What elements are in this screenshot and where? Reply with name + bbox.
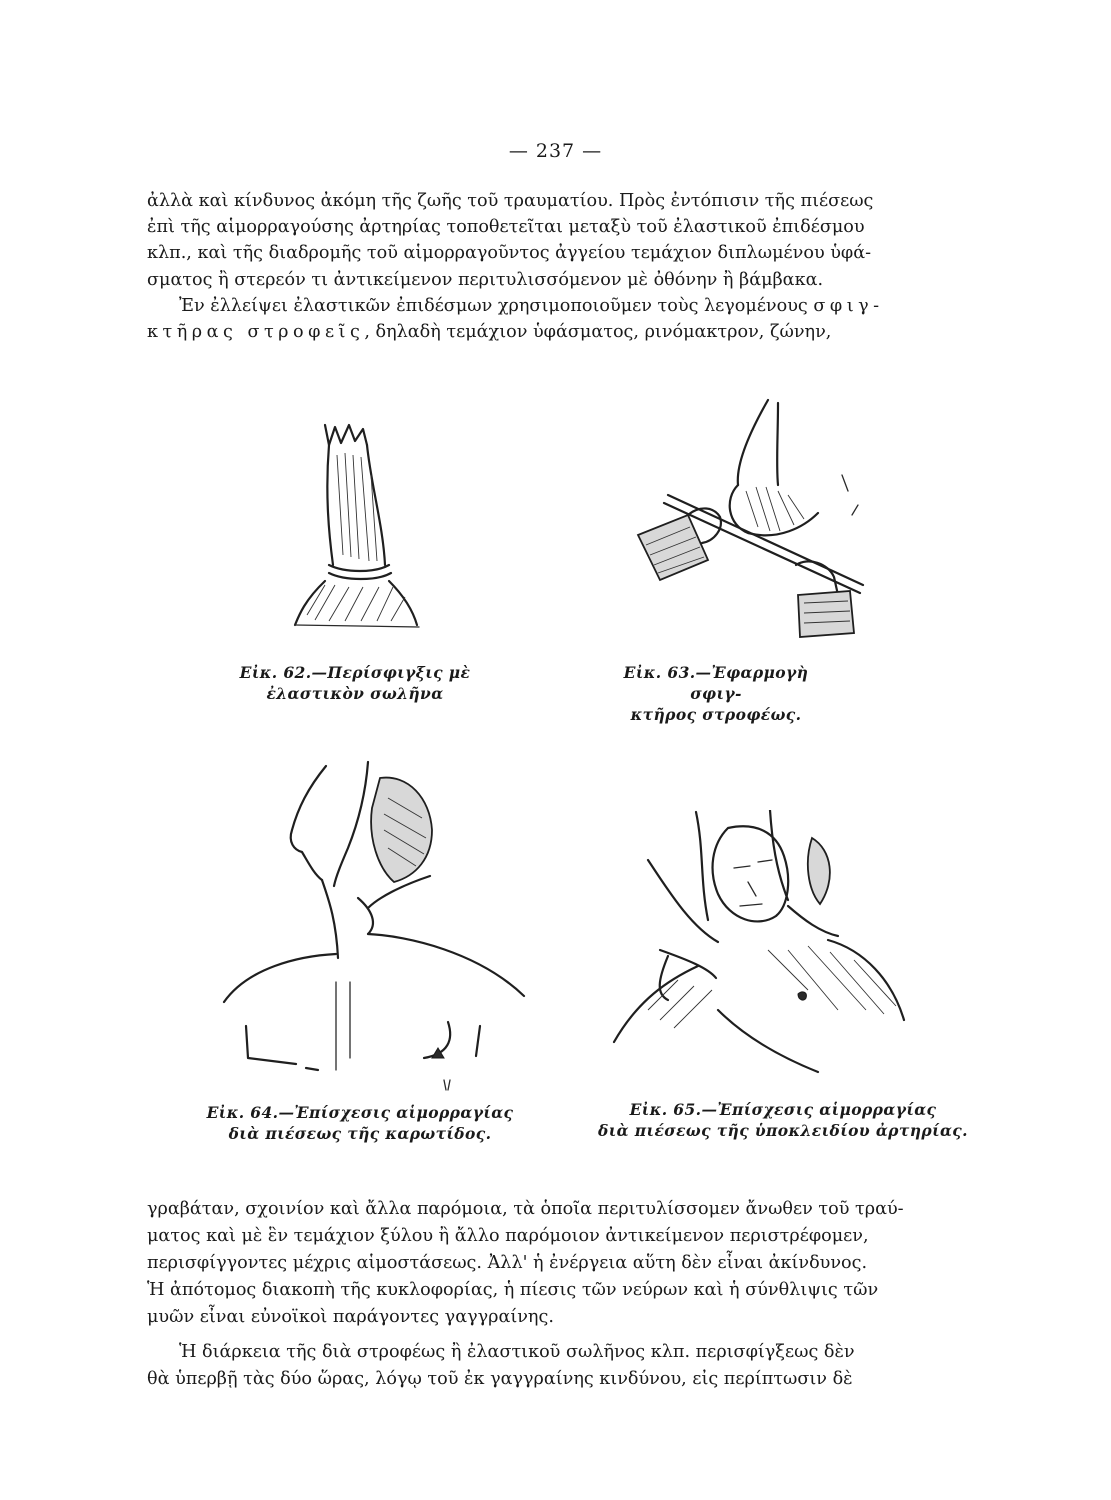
caption-figure-63 <box>598 662 834 725</box>
figure-label: Εἰκ. 63. <box>623 663 696 682</box>
caption-line: ἐλαστικὸν σωλῆνα <box>266 684 444 703</box>
page-number: — 237 — <box>508 140 603 162</box>
text-line: ἀλλὰ καὶ κίνδυνος ἀκόμη τῆς ζωῆς τοῦ τραυματίου. Πρὸς ἐντόπισιν τῆς πιέσεως <box>147 191 874 211</box>
caption-figure-62 <box>225 662 485 704</box>
caption-line <box>588 1099 978 1120</box>
text-line: σματος ἢ στερεόν τι ἀντικείμενον περιτυλισσόμενον μὲ ὀθόνην ἢ βάμβακα. <box>147 269 824 290</box>
text-line <box>147 293 963 319</box>
text-run: , δηλαδὴ τεμάχιον ὑφάσματος, ρινόμακτρον, ζώνην, <box>364 322 832 343</box>
text-line: περισφίγγοντες μέχρις αἱμοστάσεως. Ἀλλ' ἡ ἐνέργεια αὕτη δὲν εἶναι ἀκίνδυνος. <box>147 1253 868 1273</box>
text-line: Ἡ διάρκεια τῆς διὰ στροφέως ἢ ἐλαστικοῦ σωλῆνος κλπ. περισφίγξεως δὲν <box>179 1342 855 1362</box>
paragraph-last <box>147 1339 963 1393</box>
caption-figure-64 <box>175 1102 545 1144</box>
caption-figure-65 <box>588 1099 978 1141</box>
text-line: θὰ ὑπερβῇ τὰς δύο ὥρας, λόγῳ τοῦ ἐκ γαγγραίνης κινδύνου, εἰς περίπτωσιν δὲ <box>147 1369 853 1389</box>
caption-line: διὰ πιέσεως τῆς ὑποκλειδίου ἀρτηρίας. <box>598 1121 968 1140</box>
figure-64-illustration <box>218 758 538 1093</box>
caption-line: διὰ πιέσεως τῆς καρωτίδος. <box>228 1124 492 1143</box>
caption-text: —Ἐπίσχεσις αἱμορραγίας <box>278 1103 514 1122</box>
paragraph-second <box>147 293 963 345</box>
text-line: ἐπὶ τῆς αἱμορραγούσης ἀρτηρίας τοποθετεῖται μεταξὺ τοῦ ἐλαστικοῦ ἐπιδέσμου <box>147 217 865 238</box>
text-line: Ἡ ἀπότομος διακοπὴ τῆς κυκλοφορίας, ἡ πίεσις τῶν νεύρων καὶ ἡ σύνθλιψις τῶν <box>147 1280 879 1300</box>
figure-label: Εἰκ. 65. <box>629 1100 702 1119</box>
figure-63-illustration <box>628 395 873 645</box>
text-line: κλπ., καὶ τῆς διαδρομῆς τοῦ αἱμορραγοῦντος ἀγγείου τεμάχιον διπλωμένου ὑφά- <box>147 243 872 264</box>
arm-elastic-tube-icon <box>285 415 435 640</box>
figure-62-illustration <box>285 415 435 640</box>
caption-text: —Ἐφαρμογὴ σφιγ- <box>690 663 809 703</box>
caption-line <box>175 1102 545 1123</box>
text-line: μυῶν εἶναι εὐνοϊκοὶ παράγοντες γαγγραίνης. <box>147 1307 554 1327</box>
caption-line: κτῆρος στροφέως. <box>630 705 802 724</box>
caption-line <box>225 662 485 683</box>
figure-label: Εἰκ. 64. <box>206 1103 279 1122</box>
text-line: γραβάταν, σχοινίον καὶ ἄλλα παρόμοια, τὰ ὁποῖα περιτυλίσσομεν ἄνωθεν τοῦ τραύ- <box>147 1199 904 1219</box>
caption-line <box>598 662 834 704</box>
caption-text: —Ἐπίσχεσις αἱμορραγίας <box>701 1100 937 1119</box>
figure-label: Εἰκ. 62. <box>239 663 312 682</box>
carotid-pressure-icon <box>218 758 538 1093</box>
text-run: Ἐν ἐλλείψει ἐλαστικῶν ἐπιδέσμων χρησιμοποιοῦμεν τοὺς λεγομένους <box>179 296 814 316</box>
paragraph-bottom <box>147 1196 963 1331</box>
spaced-term: σφιγ- <box>813 296 884 316</box>
paragraph-top <box>147 188 963 293</box>
subclavian-pressure-icon <box>608 810 908 1075</box>
text-line <box>147 319 963 345</box>
figure-65-illustration <box>608 810 908 1075</box>
spaced-term: κτῆρας στροφεῖς <box>147 322 365 343</box>
caption-text: —Περίσφιγξις μὲ <box>311 663 471 682</box>
tourniquet-stick-icon <box>628 395 873 645</box>
text-line: ματος καὶ μὲ ἓν τεμάχιον ξύλου ἢ ἄλλο παρόμοιον ἀντικείμενον περιστρέφομεν, <box>147 1226 869 1246</box>
